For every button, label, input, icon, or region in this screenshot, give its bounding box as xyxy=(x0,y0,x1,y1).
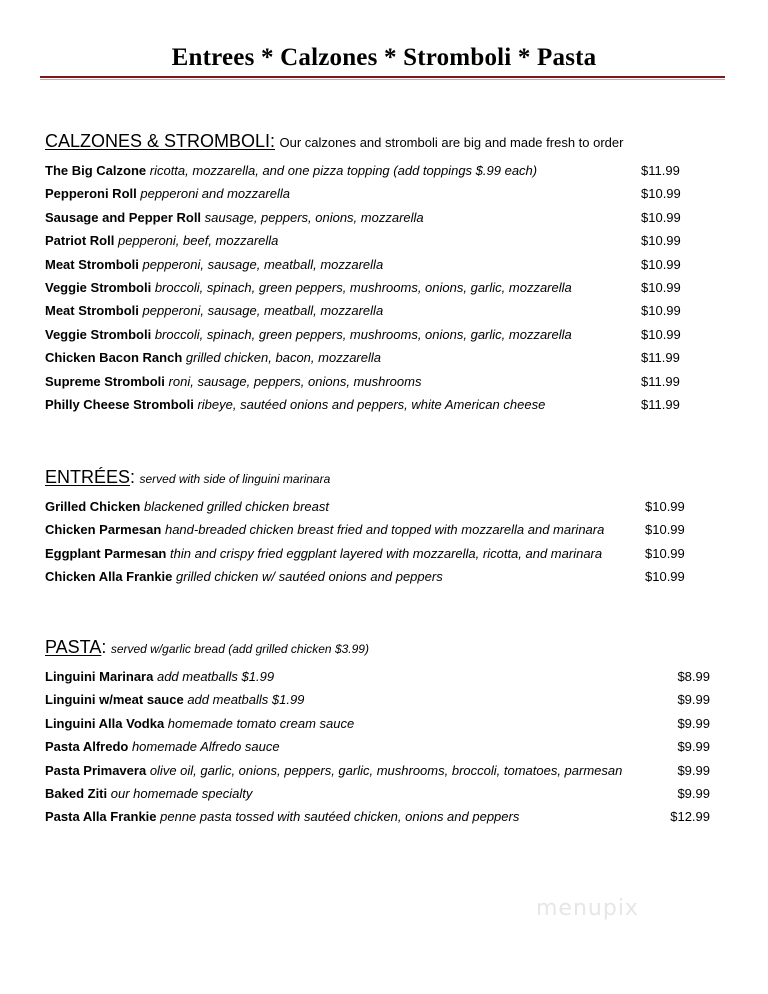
menu-item-description: hand-breaded chicken breast fried and topped with mozzarella and marinara xyxy=(164,522,605,538)
menu-item-description: homemade Alfredo sauce xyxy=(131,739,280,755)
menu-item-name: Linguini Alla Vodka xyxy=(45,715,165,731)
menu-item-price: $10.99 xyxy=(641,303,681,319)
menu-item-price: $10.99 xyxy=(641,186,681,202)
menu-item-description: pepperoni, sausage, meatball, mozzarella xyxy=(142,303,384,319)
menu-item-description: olive oil, garlic, onions, peppers, garlic, mushrooms, broccoli, tomatoes, parmesan xyxy=(149,762,623,778)
menu-item xyxy=(45,546,705,569)
page-title: Entrees * Calzones * Stromboli * Pasta xyxy=(171,44,597,71)
menu-item-name: Pepperoni Roll xyxy=(45,186,137,202)
calzones-stromboli-section xyxy=(45,131,705,420)
menu-item xyxy=(45,163,705,186)
menu-item-description: broccoli, spinach, green peppers, mushrooms, onions, garlic, mozzarella xyxy=(154,279,572,295)
menu-item-description: ribeye, sautéed onions and peppers, white American cheese xyxy=(197,396,546,412)
menu-item xyxy=(45,233,705,256)
menu-item xyxy=(45,374,705,397)
menu-item-price: $9.99 xyxy=(677,739,710,755)
menu-item-price: $10.99 xyxy=(641,279,681,295)
menu-item-name: Meat Stromboli xyxy=(45,303,139,319)
menu-item-description: pepperoni, sausage, meatball, mozzarella xyxy=(142,256,384,272)
menu-item-name: Supreme Stromboli xyxy=(45,373,165,389)
section-title-colon: : xyxy=(101,637,107,657)
menu-item-price: $9.99 xyxy=(677,715,710,731)
menu-item-price: $9.99 xyxy=(677,785,710,801)
menu-item xyxy=(45,397,705,420)
menu-item-name: Chicken Parmesan xyxy=(45,522,162,538)
pasta-section xyxy=(45,637,710,833)
section-header xyxy=(45,131,705,157)
menu-item-price: $11.99 xyxy=(641,396,680,412)
section-note: served w/garlic bread (add grilled chicken $3.99) xyxy=(110,642,369,656)
menu-item xyxy=(45,785,710,809)
menu-item-description: pepperoni and mozzarella xyxy=(140,186,290,202)
menu-item xyxy=(45,739,710,762)
menu-item-price: $10.99 xyxy=(641,326,681,342)
menu-item-name: Chicken Alla Frankie xyxy=(45,569,173,585)
section-title: PASTA xyxy=(45,637,102,657)
menu-item-price: $10.99 xyxy=(645,569,685,585)
menu-item xyxy=(45,350,705,373)
menu-item xyxy=(45,499,705,522)
menu-item-price: $10.99 xyxy=(645,522,685,538)
menu-item-name: Pasta Primavera xyxy=(45,762,147,778)
section-note: served with side of linguini marinara xyxy=(139,472,331,486)
menu-item-description: thin and crispy fried eggplant layered with mozzarella, ricotta, and marinara xyxy=(170,545,603,561)
menu-item-price: $12.99 xyxy=(670,809,710,825)
menu-item xyxy=(45,210,705,233)
menu-item-name: Patriot Roll xyxy=(45,233,115,249)
menu-item-price: $9.99 xyxy=(677,762,710,778)
menu-item-description: roni, sausage, peppers, onions, mushrooms xyxy=(168,373,422,389)
menu-item-description: pepperoni, beef, mozzarella xyxy=(117,233,279,249)
section-note: Our calzones and stromboli are big and made fresh to order xyxy=(279,135,624,150)
menu-item xyxy=(45,809,710,832)
menu-item xyxy=(45,762,710,786)
menu-item-name: Veggie Stromboli xyxy=(45,326,152,342)
menu-item-name: Pasta Alla Frankie xyxy=(45,809,157,825)
title-divider-shadow xyxy=(40,79,725,80)
menu-item xyxy=(45,327,705,350)
menu-item-price: $10.99 xyxy=(641,209,681,225)
menu-item-price: $11.99 xyxy=(641,350,680,366)
menu-item-description: grilled chicken w/ sautéed onions and peppers xyxy=(176,569,443,585)
menu-item-name: Linguini Marinara xyxy=(45,669,154,684)
menu-item-price: $10.99 xyxy=(641,233,681,249)
menu-item xyxy=(45,569,705,592)
section-title: CALZONES & STROMBOLI: xyxy=(45,131,276,151)
menu-item-name: Philly Cheese Stromboli xyxy=(45,396,194,412)
menu-item-price: $8.99 xyxy=(677,669,710,684)
menu-item-price: $10.99 xyxy=(645,499,685,514)
menu-item-price: $9.99 xyxy=(677,692,710,708)
menu-item-price: $11.99 xyxy=(641,163,680,178)
menu-item xyxy=(45,186,705,209)
menu-item-description: homemade tomato cream sauce xyxy=(167,715,355,731)
menu-item-description: grilled chicken, bacon, mozzarella xyxy=(185,350,381,366)
menu-item-description: add meatballs $1.99 xyxy=(156,669,275,684)
menu-item-description: broccoli, spinach, green peppers, mushrooms, onions, garlic, mozzarella xyxy=(154,326,572,342)
menu-item-price: $10.99 xyxy=(645,545,685,561)
menu-item-description: add meatballs $1.99 xyxy=(187,692,305,708)
section-title-colon: : xyxy=(130,467,136,487)
menu-item xyxy=(45,280,705,303)
section-title: ENTRÉES xyxy=(45,467,131,487)
menu-item-name: Chicken Bacon Ranch xyxy=(45,350,183,366)
menu-item-name: Linguini w/meat sauce xyxy=(45,692,184,708)
menu-item-description: our homemade specialty xyxy=(110,785,253,801)
section-header xyxy=(45,637,705,663)
menu-item-name: Veggie Stromboli xyxy=(45,279,152,295)
menu-item-description: penne pasta tossed with sautéed chicken, onions and peppers xyxy=(160,809,520,825)
entrees-section xyxy=(45,467,705,593)
menu-item-description: ricotta, mozzarella, and one pizza topping (add toppings $.99 each) xyxy=(149,163,538,178)
menu-item-name: Sausage and Pepper Roll xyxy=(45,209,202,225)
menu-item xyxy=(45,522,705,545)
menu-item-description: blackened grilled chicken breast xyxy=(144,499,329,514)
menu-item xyxy=(45,669,710,692)
menu-item-name: Grilled Chicken xyxy=(45,499,141,514)
menu-item xyxy=(45,692,710,715)
menu-item-name: Eggplant Parmesan xyxy=(45,545,167,561)
menu-item xyxy=(45,715,710,739)
menu-item xyxy=(45,303,705,326)
menupix-watermark: menupix xyxy=(536,896,639,921)
menu-item-price: $11.99 xyxy=(641,373,680,389)
menu-item-name: Meat Stromboli xyxy=(45,256,139,272)
menu-item-description: sausage, peppers, onions, mozzarella xyxy=(204,209,424,225)
menu-item-name: Pasta Alfredo xyxy=(45,739,129,755)
menu-item-price: $10.99 xyxy=(641,256,681,272)
menu-item xyxy=(45,257,705,280)
menu-item-name: Baked Ziti xyxy=(45,785,108,801)
title-divider xyxy=(40,76,725,78)
section-header xyxy=(45,467,705,493)
menu-item-name: The Big Calzone xyxy=(45,163,147,178)
